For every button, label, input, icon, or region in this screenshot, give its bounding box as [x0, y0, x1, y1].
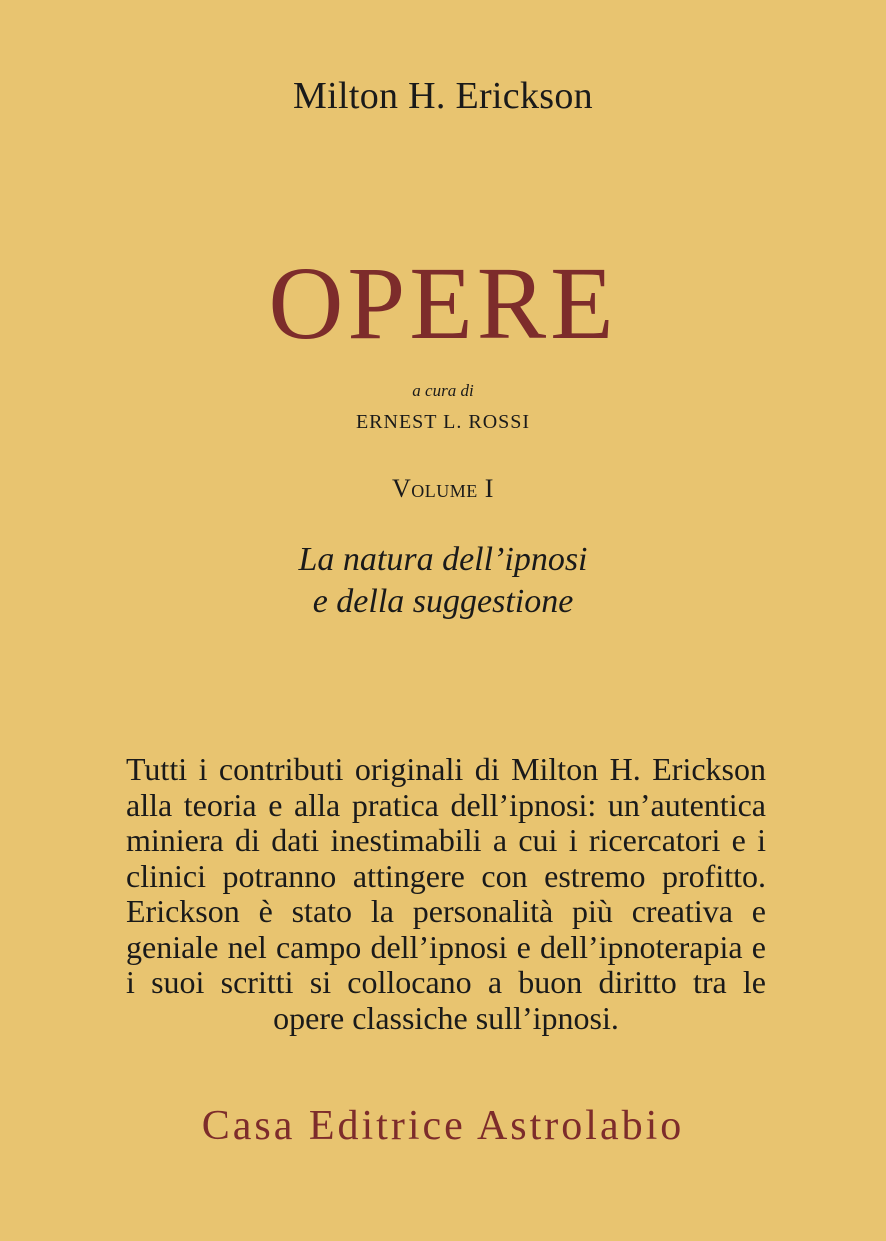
subtitle-line-2: e della suggestione [312, 583, 574, 620]
volume-label: Volume I [392, 474, 494, 503]
curator-label: a cura di [412, 381, 474, 400]
publisher-name: Casa Editrice Astrolabio [201, 1103, 685, 1149]
subtitle-line-1: La natura dell’ipnosi [298, 541, 588, 578]
book-title: OPERE [268, 246, 618, 361]
book-subtitle [0, 539, 886, 623]
cover-blurb: Tutti i contributi originali di Milton H. Erickson alla teoria e alla pratica dell’ipnosi: un’autentica miniera di dati inestimabili a cui i ricercatori e i clinici potranno attingere con estremo profitto. Erickson è stato la personalità più creativa e geniale nel campo dell’ipnosi e dell’ipnoterapia e i suoi scritti si collocano a buon diritto tra le opere classiche sull’ipnosi. [126, 751, 766, 1036]
curator-name: ERNEST L. ROSSI [355, 411, 531, 433]
author-name: Milton H. Erickson [293, 75, 593, 117]
